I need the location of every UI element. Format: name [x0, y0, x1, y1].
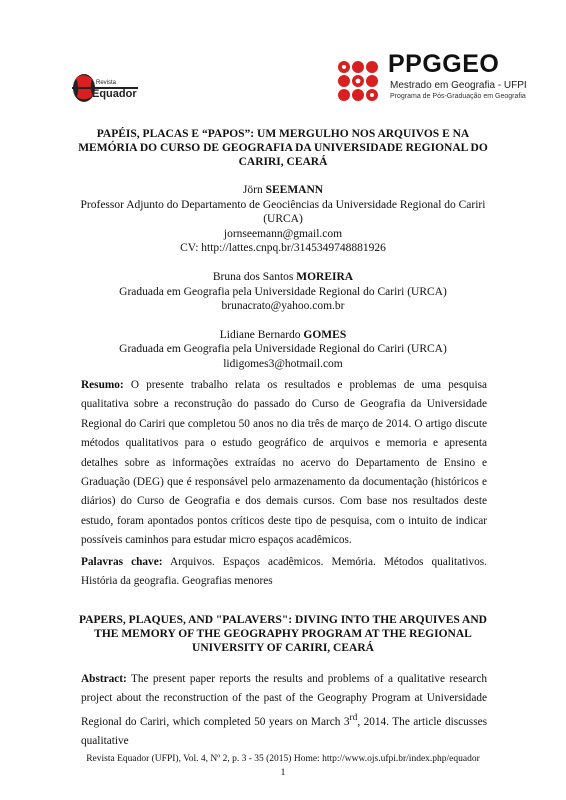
ppggeo-brand-text: PPGGEO: [388, 50, 500, 78]
page-footer-citation: Revista Equador (UFPI), Vol. 4, Nº 2, p. 3 - 35 (2015) Home: http://www.ojs.ufpi.br/index.php/equador: [86, 754, 480, 764]
author-surname: MOREIRA: [296, 270, 354, 283]
author-affiliation: Graduada em Geografia pela Universidade Regional do Cariri (URCA): [119, 285, 447, 298]
author-email[interactable]: jornseemann@gmail.com: [223, 227, 343, 240]
author-surname: SEEMANN: [265, 184, 324, 196]
abstract-label: Abstract:: [81, 673, 127, 685]
keywords-label: Palavras chave:: [81, 556, 163, 568]
author-3: [60, 328, 506, 372]
ppggeo-subtitle: Mestrado em Geografia - UFPI: [390, 80, 527, 91]
svg-text:Equador: Equador: [92, 88, 137, 100]
abstract-superscript: rd: [349, 712, 358, 723]
abstract-text-continued: , 2014. The article discusses qualitative: [81, 715, 487, 747]
author-email[interactable]: brunacrato@yahoo.com.br: [221, 300, 345, 313]
page-number: 1: [280, 768, 286, 778]
author-affiliation: Professor Adjunto do Departamento de Geociências da Universidade Regional do Cariri (URCA): [80, 198, 486, 226]
keywords-text: Arquivos. Espaços acadêmicos. Memória. Métodos qualitativos. História da geografia. Geografias menores: [81, 556, 487, 588]
ppggeo-circles-icon: [335, 58, 381, 104]
article-title-en: PAPERS, PLAQUES, AND "PALAVERS": DIVING INTO THE ARQUIVES AND THE MEMORY OF THE GEOGRAPHY PROGRAM AT THE REGIONAL UNIVERSITY OF CARIRI, CEARÁ: [79, 614, 487, 654]
author-affiliation: Graduada em Geografia pela Universidade Regional do Cariri (URCA): [119, 343, 447, 356]
article-title-pt: PAPÉIS, PLACAS E “PAPOS”: UM MERGULHO NOS ARQUIVOS E NA MEMÓRIA DO CURSO DE GEOGRAFIA DA UNIVERSIDADE REGIONAL DO CARIRI, CEARÁ: [78, 128, 488, 168]
abstract-text: The present paper reports the results and problems of a qualitative research project about the reconstruction of the past of the Geography Program at Universidade Regional do Cariri, which completed 50 years on March 3: [81, 673, 488, 728]
author-given-name: Jörn: [242, 184, 263, 196]
equador-logo-graphic: [62, 70, 142, 104]
author-email[interactable]: lidigomes3@hotmail.com: [223, 357, 343, 370]
author-1: [60, 183, 506, 256]
author-block: [60, 183, 506, 386]
revista-equador-logo: [62, 70, 142, 104]
author-given-name: Bruna dos Santos: [212, 270, 294, 283]
author-name: [60, 183, 506, 198]
resumo-label: Resumo:: [81, 379, 124, 391]
ppggeo-program-name: Programa de Pós-Graduação em Geografia: [390, 93, 526, 100]
abstract-paragraph: [81, 670, 487, 751]
author-name: [60, 328, 506, 343]
svg-text:Revista: Revista: [96, 80, 117, 86]
resumo-text: O presente trabalho relata os resultados e problemas de uma pesquisa qualitativa sobre a reconstrução do passado do Curso de Geografia da Universidade Regional do Cariri que completou 50 anos no dia três de março de 2014. O artigo discute métodos qualitativos para o estudo geográfico de arquivos e memoria e apresenta detalhes sobre as informações extraídas no acervo do Departamento de Ensino e Graduação (DEG) que é responsável pelo armazenamento da documentação (históricos e diários) do Curso de Geografia e dos demais cursos. Com base nos resultados deste estudo, foram apontados pontos críticos deste tipo de pesquisa, com o intuito de indicar possíveis caminhos para estudar micro espaços acadêmicos.: [81, 379, 487, 547]
resumo-paragraph: [81, 376, 487, 551]
keywords-paragraph: [81, 553, 487, 592]
author-2: [60, 270, 506, 314]
author-surname: GOMES: [303, 328, 347, 341]
author-cv-link[interactable]: CV: http://lattes.cnpq.br/3145349748881926: [180, 242, 386, 255]
author-name: [60, 270, 506, 285]
ppggeo-logo: [335, 50, 527, 108]
author-given-name: Lidiane Bernardo: [219, 328, 301, 341]
